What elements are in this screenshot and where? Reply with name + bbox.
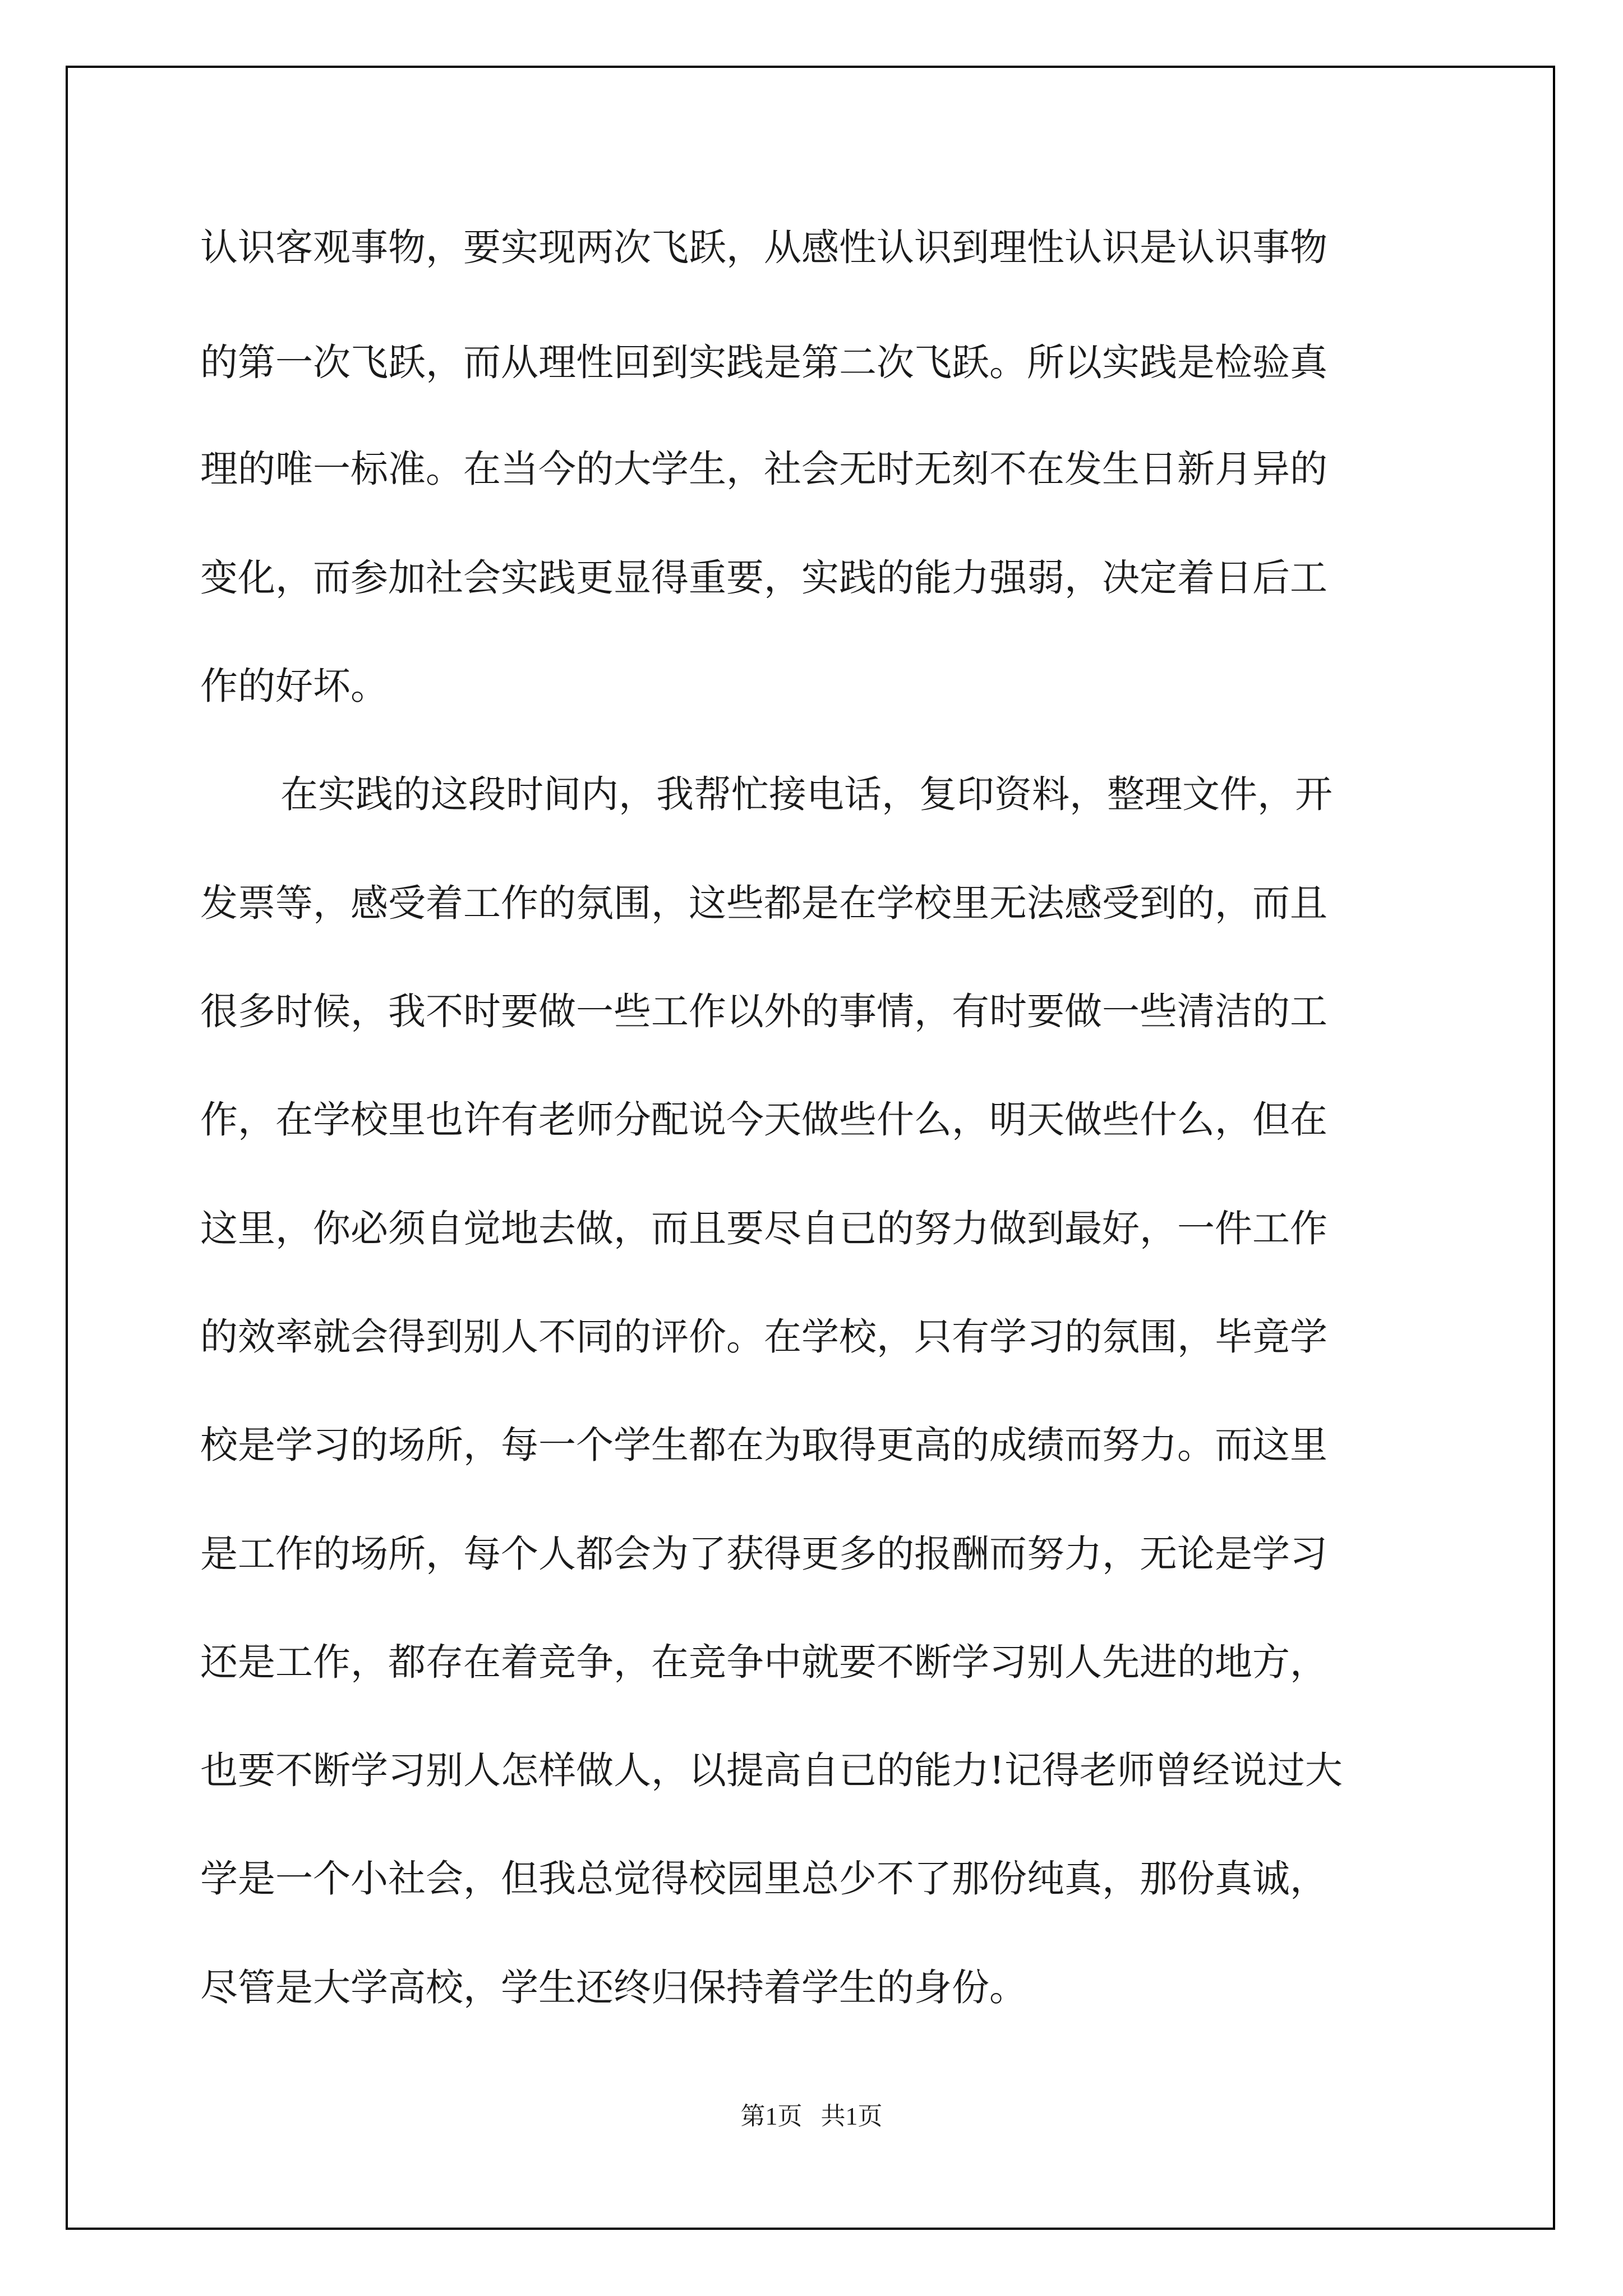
paragraph-2-line-3: 很多时候，我不时要做一些工作以外的事情，有时要做一些清洁的工 [200,990,1327,1033]
paragraph-1-line-2: 的第一次飞跃，而从理性回到实践是第二次飞跃。所以实践是检验真 [200,341,1327,384]
paragraph-1-line-4: 变化，而参加社会实践更显得重要，实践的能力强弱，决定着日后工 [200,556,1327,600]
paragraph-2-line-1: 在实践的这段时间内，我帮忙接电话，复印资料，整理文件，开 [280,772,1332,816]
paragraph-2-line-10: 也要不断学习别人怎样做人，以提高自已的能力!记得老师曾经说过大 [200,1749,1343,1792]
paragraph-1-line-5: 作的好坏。 [200,664,388,708]
paragraph-2-line-9: 还是工作，都存在着竞争，在竞争中就要不断学习别人先进的地方， [200,1640,1327,1684]
paragraph-2-line-5: 这里，你必须自觉地去做，而且要尽自已的努力做到最好，一件工作 [200,1207,1327,1250]
paragraph-2-line-7: 校是学习的场所，每一个学生都在为取得更高的成绩而努力。而这里 [200,1423,1327,1467]
paragraph-2-line-12: 尽管是大学高校，学生还终归保持着学生的身份。 [200,1966,1027,2009]
paragraph-1-line-1: 认识客观事物，要实现两次飞跃，从感性认识到理性认识是认识事物 [200,226,1327,269]
paragraph-1-line-3: 理的唯一标准。在当今的大学生，社会无时无刻不在发生日新月异的 [200,447,1327,491]
page-number-footer: 第1页 共1页 [740,2102,883,2130]
page-border [66,66,1555,2230]
paragraph-2-line-2: 发票等，感受着工作的氛围，这些都是在学校里无法感受到的，而且 [200,881,1327,925]
paragraph-2-line-8: 是工作的场所，每个人都会为了获得更多的报酬而努力，无论是学习 [200,1532,1327,1576]
paragraph-2-line-11: 学是一个小社会，但我总觉得校园里总少不了那份纯真，那份真诚， [200,1857,1327,1901]
paragraph-2-line-6: 的效率就会得到别人不同的评价。在学校，只有学习的氛围，毕竟学 [200,1315,1327,1359]
paragraph-2-line-4: 作，在学校里也许有老师分配说今天做些什么，明天做些什么，但在 [200,1098,1327,1142]
